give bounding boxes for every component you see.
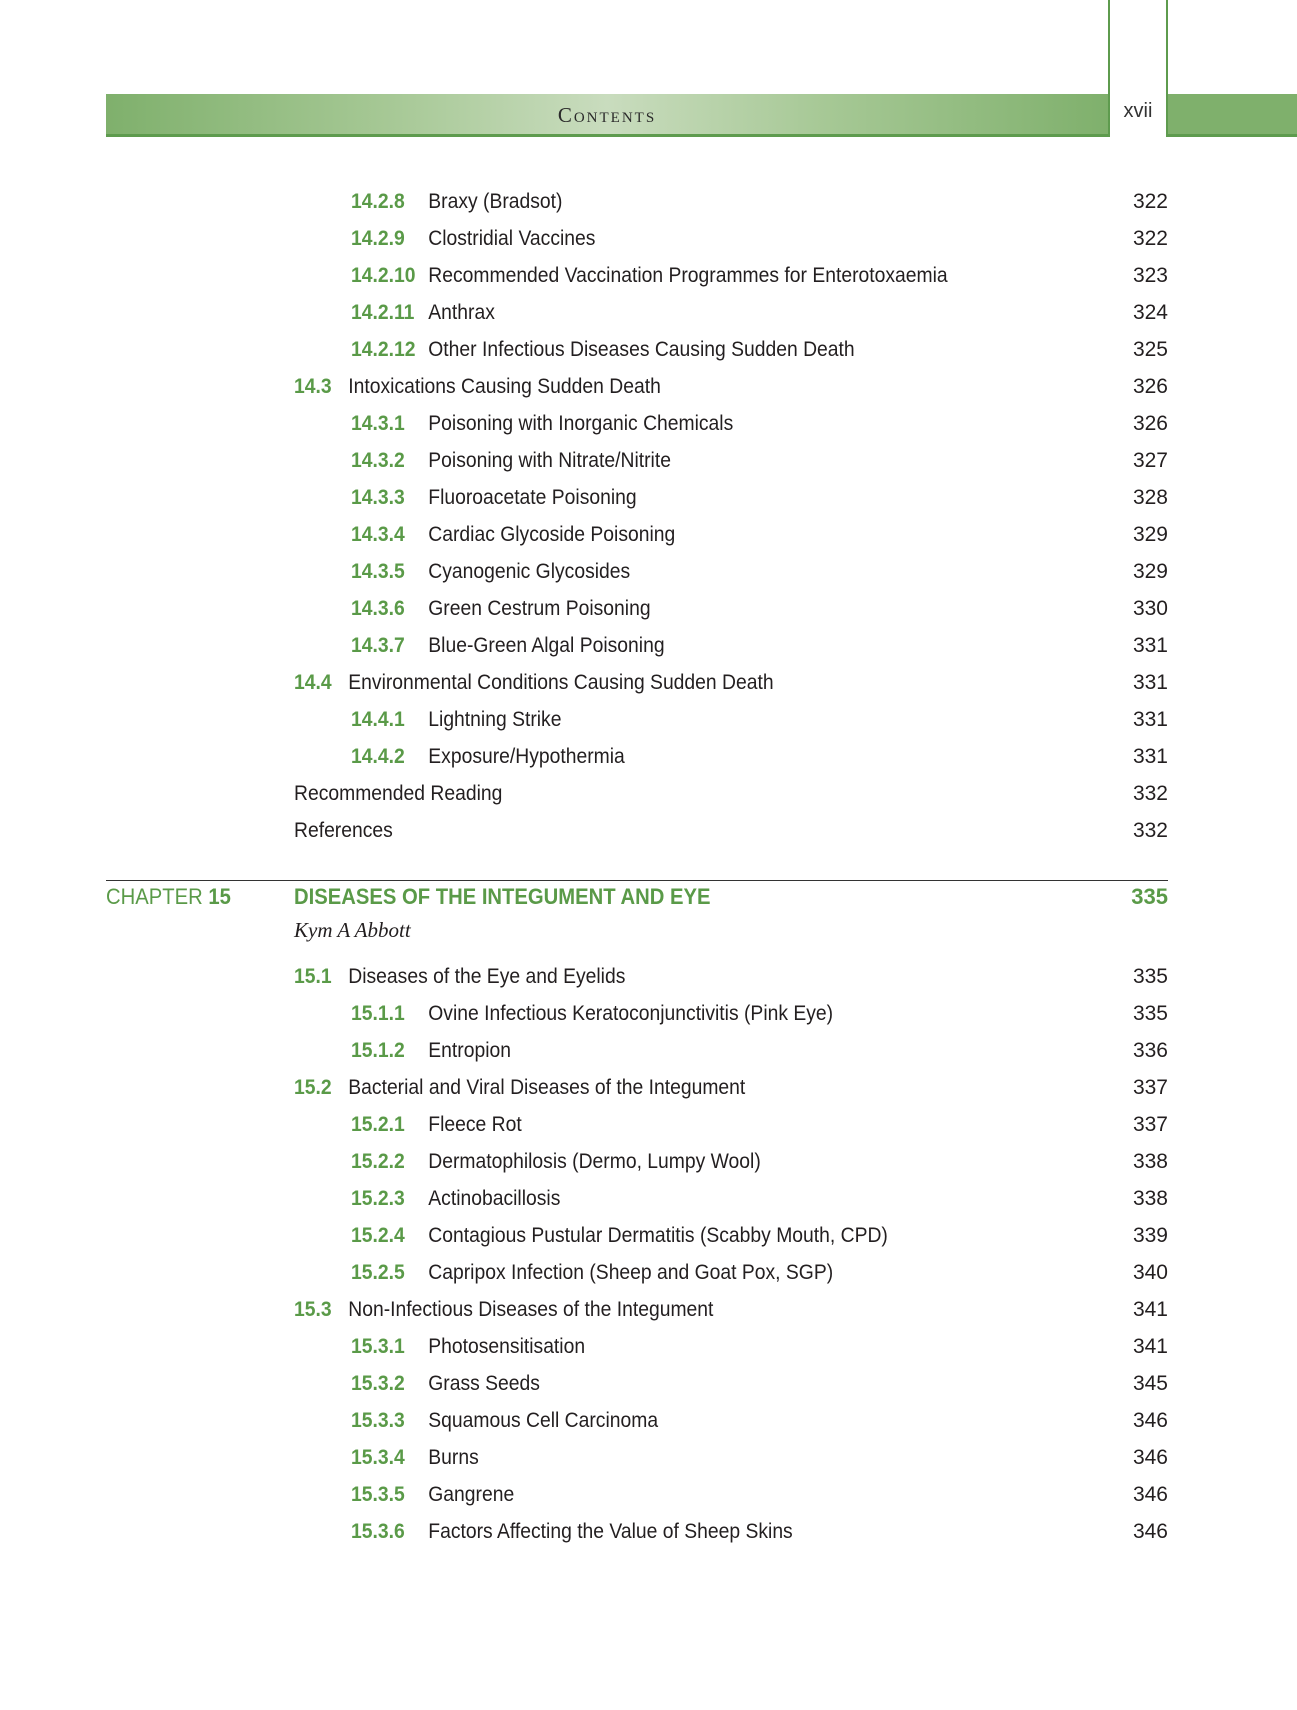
toc-entry-page: 346 <box>1132 1483 1168 1506</box>
toc-entry-page: 335 <box>1132 1002 1168 1025</box>
toc-entry-page: 335 <box>1132 965 1168 988</box>
chapter-label-word: CHAPTER <box>106 884 203 909</box>
toc-entry-number: 15.3.3 <box>351 1409 405 1432</box>
toc-entry-page: 331 <box>1132 745 1168 768</box>
toc-entry-number: 14.3.6 <box>351 597 405 620</box>
toc-entry-page: 338 <box>1132 1187 1168 1210</box>
toc-entry-title: Bacterial and Viral Diseases of the Integument <box>348 1076 746 1099</box>
toc-entry-page: 341 <box>1132 1298 1168 1321</box>
toc-entry-title: Intoxications Causing Sudden Death <box>348 375 661 398</box>
toc-entry-title: Poisoning with Inorganic Chemicals <box>428 412 734 435</box>
chapter-label[interactable] <box>106 881 231 913</box>
toc-entry-page: 346 <box>1132 1446 1168 1469</box>
toc-entry-page: 326 <box>1132 375 1168 398</box>
toc-entry-title: Green Cestrum Poisoning <box>428 597 651 620</box>
toc-entry-number: 14.4.2 <box>351 745 405 768</box>
toc-entry-title: Non-Infectious Diseases of the Integument <box>348 1298 714 1321</box>
toc-entry-number: 14.4.1 <box>351 708 405 731</box>
toc-entry-number: 14.3.2 <box>351 449 405 472</box>
toc-entry-page: 339 <box>1132 1224 1168 1247</box>
toc-entry-page: 331 <box>1132 671 1168 694</box>
toc-entry-number: 14.3.7 <box>351 634 405 657</box>
toc-entry-number: 14.2.8 <box>351 190 405 213</box>
toc-entry-page: 346 <box>1132 1520 1168 1543</box>
toc-entry-page: 323 <box>1132 264 1168 287</box>
toc-entry-number: 15.3.2 <box>351 1372 405 1395</box>
toc-entry-number: 14.3 <box>294 375 332 398</box>
running-header-bar-right <box>1168 94 1297 137</box>
toc-entry-page: 332 <box>1132 782 1168 805</box>
toc-entry-number: 15.3.5 <box>351 1483 405 1506</box>
toc-entry-page: 338 <box>1132 1150 1168 1173</box>
running-header-title: Contents <box>557 103 657 127</box>
toc-entry-title: Exposure/Hypothermia <box>428 745 625 768</box>
toc-entry-page: 329 <box>1132 523 1168 546</box>
toc-entry-page: 337 <box>1132 1113 1168 1136</box>
toc-entry-page: 322 <box>1132 227 1168 250</box>
toc-entry-title: Braxy (Bradsot) <box>428 190 563 213</box>
toc-entry-number: 15.3.4 <box>351 1446 405 1469</box>
toc-entry-number: 15.3.6 <box>351 1520 405 1543</box>
toc-entry-number: 15.1.2 <box>351 1039 405 1062</box>
toc-entry-title: Clostridial Vaccines <box>428 227 596 250</box>
toc-entry-number: 14.3.5 <box>351 560 405 583</box>
toc-entry-number: 14.2.10 <box>351 264 416 287</box>
toc-entry-page: 322 <box>1132 190 1168 213</box>
toc-entry-page: 345 <box>1132 1372 1168 1395</box>
toc-entry-page: 337 <box>1132 1076 1168 1099</box>
toc-entry-title: Diseases of the Eye and Eyelids <box>348 965 626 988</box>
toc-entry-title: Actinobacillosis <box>428 1187 561 1210</box>
toc-entry-number: 15.3 <box>294 1298 332 1321</box>
toc-entry-number: 14.3.3 <box>351 486 405 509</box>
toc-entry-title: Photosensitisation <box>428 1335 586 1358</box>
toc-entry-title: Fluoroacetate Poisoning <box>428 486 637 509</box>
toc-entry-title: Anthrax <box>428 301 495 324</box>
toc-entry-title: Environmental Conditions Causing Sudden Death <box>348 671 774 694</box>
toc-entry-title: Dermatophilosis (Dermo, Lumpy Wool) <box>428 1150 761 1173</box>
toc-entry-number: 14.3.1 <box>351 412 405 435</box>
toc-entry-title: References <box>294 819 393 842</box>
toc-entry-number: 15.2.1 <box>351 1113 405 1136</box>
toc-entry-title: Entropion <box>428 1039 511 1062</box>
toc-entry-page: 341 <box>1132 1335 1168 1358</box>
toc-entry-number: 15.2.3 <box>351 1187 405 1210</box>
toc-entry-number: 15.2.4 <box>351 1224 405 1247</box>
toc-entry-title: Burns <box>428 1446 479 1469</box>
toc-entry-number: 14.2.9 <box>351 227 405 250</box>
toc-entry-page: 326 <box>1132 412 1168 435</box>
chapter-page: 335 <box>1131 884 1168 909</box>
toc-entry-title: Cyanogenic Glycosides <box>428 560 631 583</box>
toc-entry-title: Poisoning with Nitrate/Nitrite <box>428 449 671 472</box>
toc-entry-page: 331 <box>1132 634 1168 657</box>
toc-entry-page: 331 <box>1132 708 1168 731</box>
toc-entry-title: Gangrene <box>428 1483 515 1506</box>
toc-entry-title: Recommended Reading <box>294 782 503 805</box>
toc-entry-title: Fleece Rot <box>428 1113 522 1136</box>
toc-entry-page: 329 <box>1132 560 1168 583</box>
chapter-number: 15 <box>208 884 231 909</box>
toc-entry-page: 324 <box>1132 301 1168 324</box>
toc-entry-number: 15.2.5 <box>351 1261 405 1284</box>
toc-entry-page: 330 <box>1132 597 1168 620</box>
toc-entry-number: 14.4 <box>294 671 332 694</box>
toc-entry-title: Factors Affecting the Value of Sheep Skins <box>428 1520 793 1543</box>
toc-entry-title: Capripox Infection (Sheep and Goat Pox, SGP) <box>428 1261 834 1284</box>
toc-entry-title: Squamous Cell Carcinoma <box>428 1409 659 1432</box>
toc-entry-page: 340 <box>1132 1261 1168 1284</box>
toc-entry-title: Other Infectious Diseases Causing Sudden Death <box>428 338 855 361</box>
toc-entry-number: 14.3.4 <box>351 523 405 546</box>
toc-entry-page: 325 <box>1132 338 1168 361</box>
running-header-bar <box>106 94 1108 137</box>
toc-entry-number: 15.2 <box>294 1076 332 1099</box>
chapter-title[interactable]: DISEASES OF THE INTEGUMENT AND EYE <box>294 884 711 909</box>
toc-entry-number: 14.2.11 <box>351 301 415 324</box>
toc-entry-title: Grass Seeds <box>428 1372 540 1395</box>
toc-entry-title: Cardiac Glycoside Poisoning <box>428 523 676 546</box>
toc-entry-page: 346 <box>1132 1409 1168 1432</box>
toc-entry-number: 14.2.12 <box>351 338 416 361</box>
toc-entry-number: 15.1.1 <box>351 1002 405 1025</box>
toc-entry-title: Contagious Pustular Dermatitis (Scabby Mouth, CPD) <box>428 1224 888 1247</box>
page-number: xvii <box>1123 100 1153 122</box>
toc-entry-page: 328 <box>1132 486 1168 509</box>
toc-entry-page: 336 <box>1132 1039 1168 1062</box>
toc-entry-number: 15.3.1 <box>351 1335 405 1358</box>
toc-entry-number: 15.2.2 <box>351 1150 405 1173</box>
toc-entry-title: Ovine Infectious Keratoconjunctivitis (Pink Eye) <box>428 1002 834 1025</box>
toc-entry-page: 327 <box>1132 449 1168 472</box>
toc-entry-title: Blue-Green Algal Poisoning <box>428 634 665 657</box>
toc-entry-number: 15.1 <box>294 965 332 988</box>
toc-entry-title: Lightning Strike <box>428 708 562 731</box>
toc-entry-page: 332 <box>1132 819 1168 842</box>
chapter-author: Kym A Abbott <box>294 918 411 942</box>
toc-entry-title: Recommended Vaccination Programmes for Enterotoxaemia <box>428 264 948 287</box>
